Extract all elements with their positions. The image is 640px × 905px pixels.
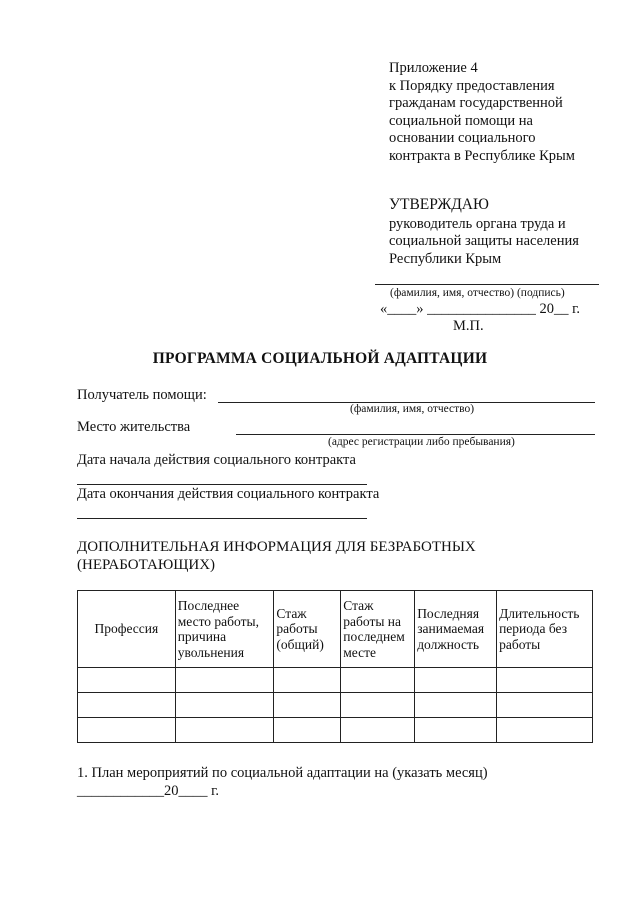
- table-cell[interactable]: [341, 693, 415, 718]
- table-cell[interactable]: [175, 668, 274, 693]
- residence-caption: (адрес регистрации либо пребывания): [328, 436, 515, 448]
- plan-line: 1. План мероприятий по социальной адаптации на (указать месяц): [77, 765, 488, 781]
- table-cell[interactable]: [415, 693, 497, 718]
- approval-line: руководитель органа труда и: [389, 215, 566, 232]
- signature-caption: (фамилия, имя, отчество) (подпись): [390, 287, 565, 299]
- table-header-cell: Профессия: [78, 591, 176, 668]
- plan-date-line: ____________20____ г.: [77, 783, 220, 799]
- table-cell[interactable]: [415, 718, 497, 743]
- approval-block: [389, 196, 579, 268]
- residence-label: Место жительства: [77, 419, 191, 435]
- start-date-label: Дата начала действия социального контракта: [77, 452, 356, 468]
- table-header-cell: Длительность периода без работы: [497, 591, 593, 668]
- table-row: [78, 668, 593, 693]
- appendix-line: Приложение 4: [389, 60, 478, 76]
- table-cell[interactable]: [274, 668, 341, 693]
- appendix-line: социальной помощи на: [389, 112, 533, 129]
- approval-heading: УТВЕРЖДАЮ: [389, 196, 489, 213]
- signature-line: [375, 284, 599, 285]
- section-heading: ДОПОЛНИТЕЛЬНАЯ ИНФОРМАЦИЯ ДЛЯ БЕЗРАБОТНЫХ (НЕРАБОТАЮЩИХ): [77, 539, 476, 573]
- table-cell[interactable]: [497, 668, 593, 693]
- recipient-label: Получатель помощи:: [77, 387, 207, 403]
- table-cell[interactable]: [341, 718, 415, 743]
- appendix-line: гражданам государственной: [389, 95, 563, 111]
- appendix-line: контракта в Республике Крым: [389, 147, 575, 164]
- residence-line: [236, 434, 595, 435]
- page-title: ПРОГРАММА СОЦИАЛЬНОЙ АДАПТАЦИИ: [152, 350, 488, 367]
- table-header-cell: Последняя занимаемая должность: [415, 591, 497, 668]
- table-cell[interactable]: [341, 668, 415, 693]
- appendix-block: [389, 60, 575, 165]
- table-cell[interactable]: [415, 668, 497, 693]
- approval-line: Республики Крым: [389, 250, 502, 267]
- table-cell[interactable]: [78, 668, 176, 693]
- table-row: [78, 718, 593, 743]
- table-cell[interactable]: [497, 718, 593, 743]
- recipient-caption: (фамилия, имя, отчество): [350, 403, 475, 415]
- stamp-mark: М.П.: [453, 318, 484, 334]
- table-header-row: [78, 591, 593, 668]
- table-cell[interactable]: [497, 693, 593, 718]
- table-header-cell: Стаж работы на последнем месте: [341, 591, 415, 668]
- table-cell[interactable]: [274, 718, 341, 743]
- end-date-line: [77, 518, 367, 519]
- table-cell[interactable]: [175, 718, 274, 743]
- unemployed-info-table: [77, 590, 593, 743]
- approval-line: социальной защиты населения: [389, 233, 579, 249]
- table-cell[interactable]: [78, 718, 176, 743]
- table-row: [78, 693, 593, 718]
- start-date-line: [77, 484, 367, 485]
- approval-date-line: «____» _______________ 20__ г.: [380, 301, 581, 317]
- appendix-line: к Порядку предоставления: [389, 77, 555, 94]
- appendix-line: основании социального: [389, 130, 536, 146]
- table-header-cell: Последнее место работы, причина увольнения: [175, 591, 274, 668]
- end-date-label: Дата окончания действия социального контракта: [77, 486, 380, 502]
- table-cell[interactable]: [274, 693, 341, 718]
- table-cell[interactable]: [78, 693, 176, 718]
- table-cell[interactable]: [175, 693, 274, 718]
- table-header-cell: Стаж работы (общий): [274, 591, 341, 668]
